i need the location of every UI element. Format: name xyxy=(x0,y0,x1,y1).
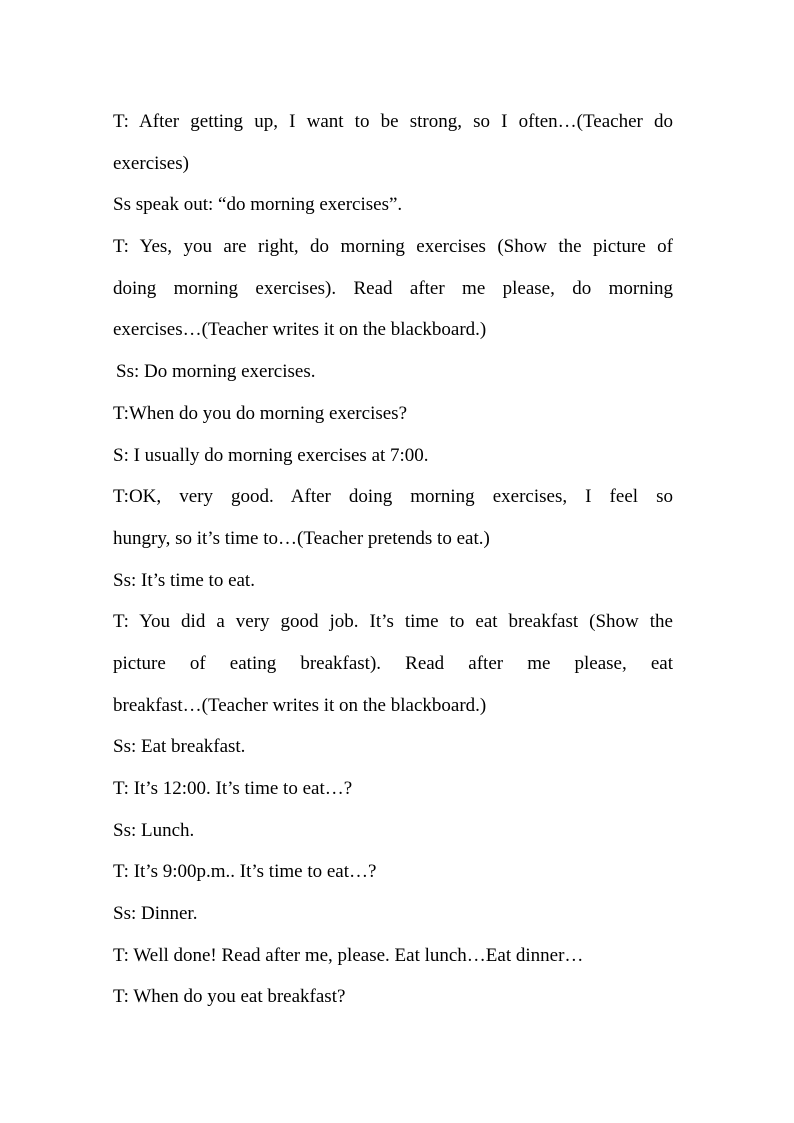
dialogue-line: T: It’s 9:00p.m.. It’s time to eat…? xyxy=(113,861,377,883)
dialogue-line: T: Yes, you are right, do morning exercises (Show the picture of xyxy=(113,236,673,258)
dialogue-line: T: After getting up, I want to be strong, so I often…(Teacher do xyxy=(113,111,673,132)
dialogue-line: T: You did a very good job. It’s time to eat breakfast (Show the xyxy=(113,611,673,633)
dialogue-line: Ss: Lunch. xyxy=(113,819,195,841)
dialogue-line: T: When do you eat breakfast? xyxy=(113,986,346,1008)
dialogue-line: Ss: Dinner. xyxy=(113,903,198,925)
dialogue-line: S: I usually do morning exercises at 7:00. xyxy=(113,444,429,466)
dialogue-line: hungry, so it’s time to…(Teacher pretends to eat.) xyxy=(113,527,490,549)
dialogue-line: Ss: It’s time to eat. xyxy=(113,569,255,591)
dialogue-line: Ss: Eat breakfast. xyxy=(113,736,246,758)
dialogue-line: T:OK, very good. After doing morning exercises, I feel so xyxy=(113,486,673,508)
dialogue-line: Ss speak out: “do morning exercises”. xyxy=(113,194,403,216)
dialogue-line: T:When do you do morning exercises? xyxy=(113,402,407,424)
dialogue-line: doing morning exercises). Read after me please, do morning xyxy=(113,277,673,299)
dialogue-line: breakfast…(Teacher writes it on the blackboard.) xyxy=(113,694,487,716)
dialogue-line: picture of eating breakfast). Read after me please, eat xyxy=(113,652,673,674)
lesson-dialogue xyxy=(113,101,673,1018)
dialogue-line: T: Well done! Read after me, please. Eat lunch…Eat dinner… xyxy=(113,944,584,966)
dialogue-line: T: It’s 12:00. It’s time to eat…? xyxy=(113,778,353,799)
dialogue-line: exercises…(Teacher writes it on the blackboard.) xyxy=(113,319,487,341)
dialogue-line: Ss: Do morning exercises. xyxy=(116,361,316,383)
dialogue-line: exercises) xyxy=(113,152,189,174)
